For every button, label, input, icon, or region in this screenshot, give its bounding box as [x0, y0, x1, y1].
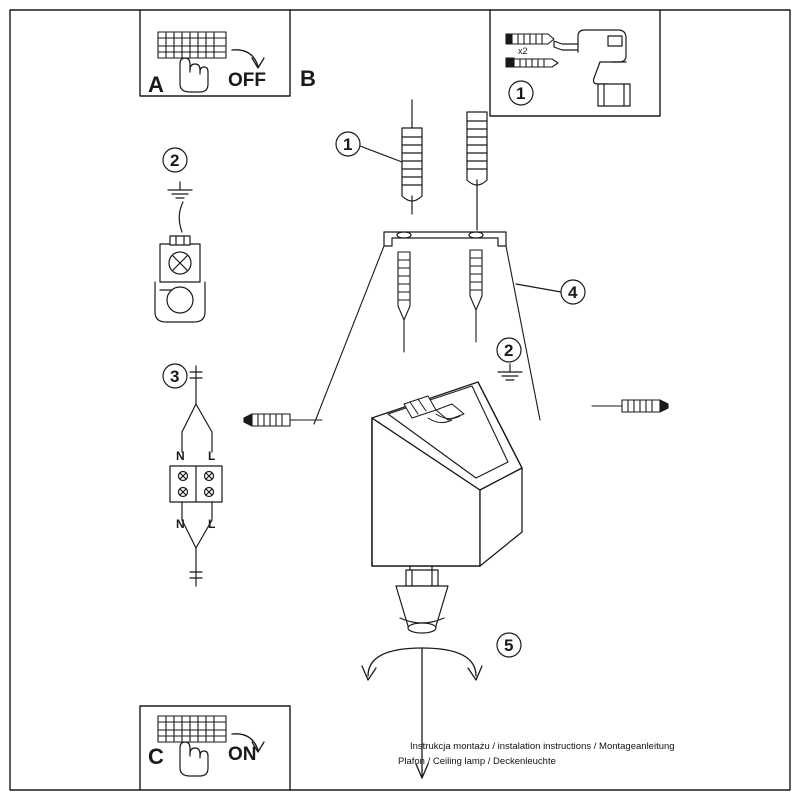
panel-b-label: B [300, 66, 316, 91]
terminal-label-n-top: N [176, 449, 185, 463]
step-1-center: 1 [343, 135, 353, 154]
panel-c-label: C [148, 744, 164, 769]
step-1-drill: 1 [516, 84, 526, 103]
terminal-label-l-bottom: L [208, 517, 216, 531]
step-2-left: 2 [170, 151, 180, 170]
step-3-left: 3 [170, 367, 180, 386]
step-2-center: 2 [504, 341, 514, 360]
wall-plug [506, 34, 554, 44]
footer-line-1: Instrukcja montażu / instalation instructions / Montageanleitung [410, 741, 675, 752]
terminal-block-on [158, 716, 226, 742]
drill-quantity-label: x2 [518, 46, 528, 56]
switch-on-label: ON [228, 744, 257, 765]
connector-block [170, 466, 222, 502]
footer-line-2: Plafon / Ceiling lamp / Deckenleuchte [398, 756, 556, 767]
terminal-block-off [158, 32, 226, 58]
switch-off-label: OFF [228, 70, 266, 91]
screw-top-right [506, 58, 558, 67]
step-4-right: 4 [568, 283, 578, 302]
terminal-label-n-bottom: N [176, 517, 185, 531]
panel-a-label: A [148, 72, 164, 97]
step-5-bulb: 5 [504, 636, 514, 655]
terminal-label-l-top: L [208, 449, 216, 463]
